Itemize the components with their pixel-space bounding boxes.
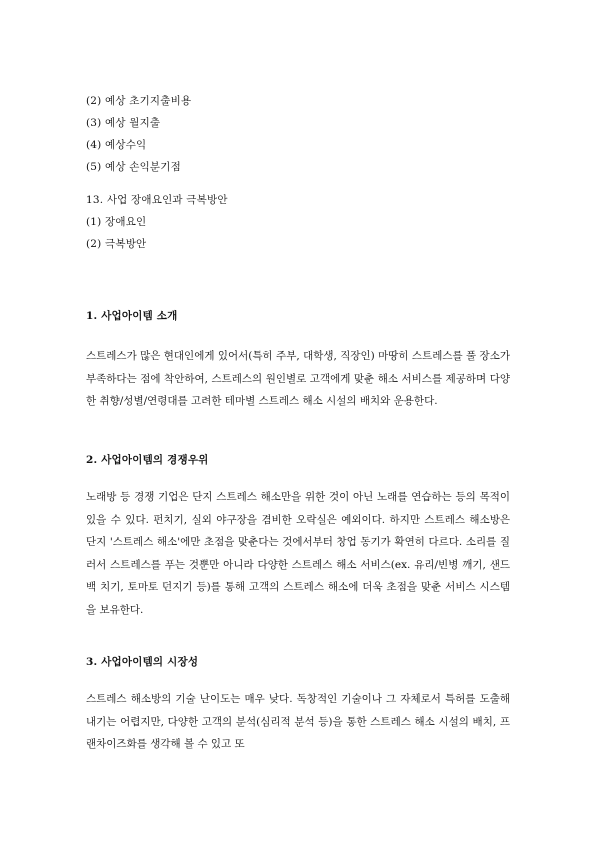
toc-item-13-1: (1) 장애요인 [86, 216, 147, 228]
toc-item-2-3: (3) 예상 월지출 [86, 117, 161, 129]
section-2-heading: 2. 사업아이템의 경쟁우위 [86, 454, 209, 466]
toc-item-2-5: (5) 예상 손익분기점 [86, 161, 181, 173]
toc-item-13-2: (2) 극복방안 [86, 238, 147, 250]
section-3-heading: 3. 사업아이템의 시장성 [86, 656, 199, 668]
toc-item-2-2: (2) 예상 초기지출비용 [86, 95, 192, 107]
section-1-heading: 1. 사업아이템 소개 [86, 310, 178, 322]
section-3-body: 스트레스 해소방의 기술 난이도는 매우 낮다. 독창적인 기술이나 그 자체로서 특허를 도출해 내기는 어렵지만, 다양한 고객의 분석(심리적 분석 등)을 통한 스트레스 해소 시설의 배치, 프랜차이즈화를 생각해 볼 수 있고 또 [86, 693, 510, 750]
toc-section-13: 13. 사업 장애요인과 극복방안 [86, 194, 228, 206]
section-1-body: 스트레스가 많은 현대인에게 있어서(특히 주부, 대학생, 직장인) 마땅히 스트레스를 풀 장소가 부족하다는 점에 착안하여, 스트레스의 원인별로 고객에게 맞춘 해소 서비스를 제공하며 다양한 취향/성별/연령대를 고려한 테마별 스트레스 해소 시설의 배치와 운용한다. [86, 350, 510, 407]
section-2-body: 노래방 등 경쟁 기업은 단지 스트레스 해소만을 위한 것이 아닌 노래를 연습하는 등의 목적이 있을 수 있다. 펀치기, 실외 야구장을 겸비한 오락실은 예외이다. 하지만 스트레스 해소방은 단지 '스트레스 해소'에만 초점을 맞춘다는 것에서부터 창업 동기가 확연히 다르다. 소리를 질러서 스트레스를 푸는 것뿐만 아니라 다양한 스트레스 해소 서비스(ex. 유리/빈병 깨기, 샌드백 치기, 토마토 던지기 등)를 통해 고객의 스트레스 해소에 더욱 초점을 맞춘 서비스 시스템을 보유한다. [86, 491, 510, 616]
toc-item-2-4: (4) 예상수익 [86, 139, 147, 151]
